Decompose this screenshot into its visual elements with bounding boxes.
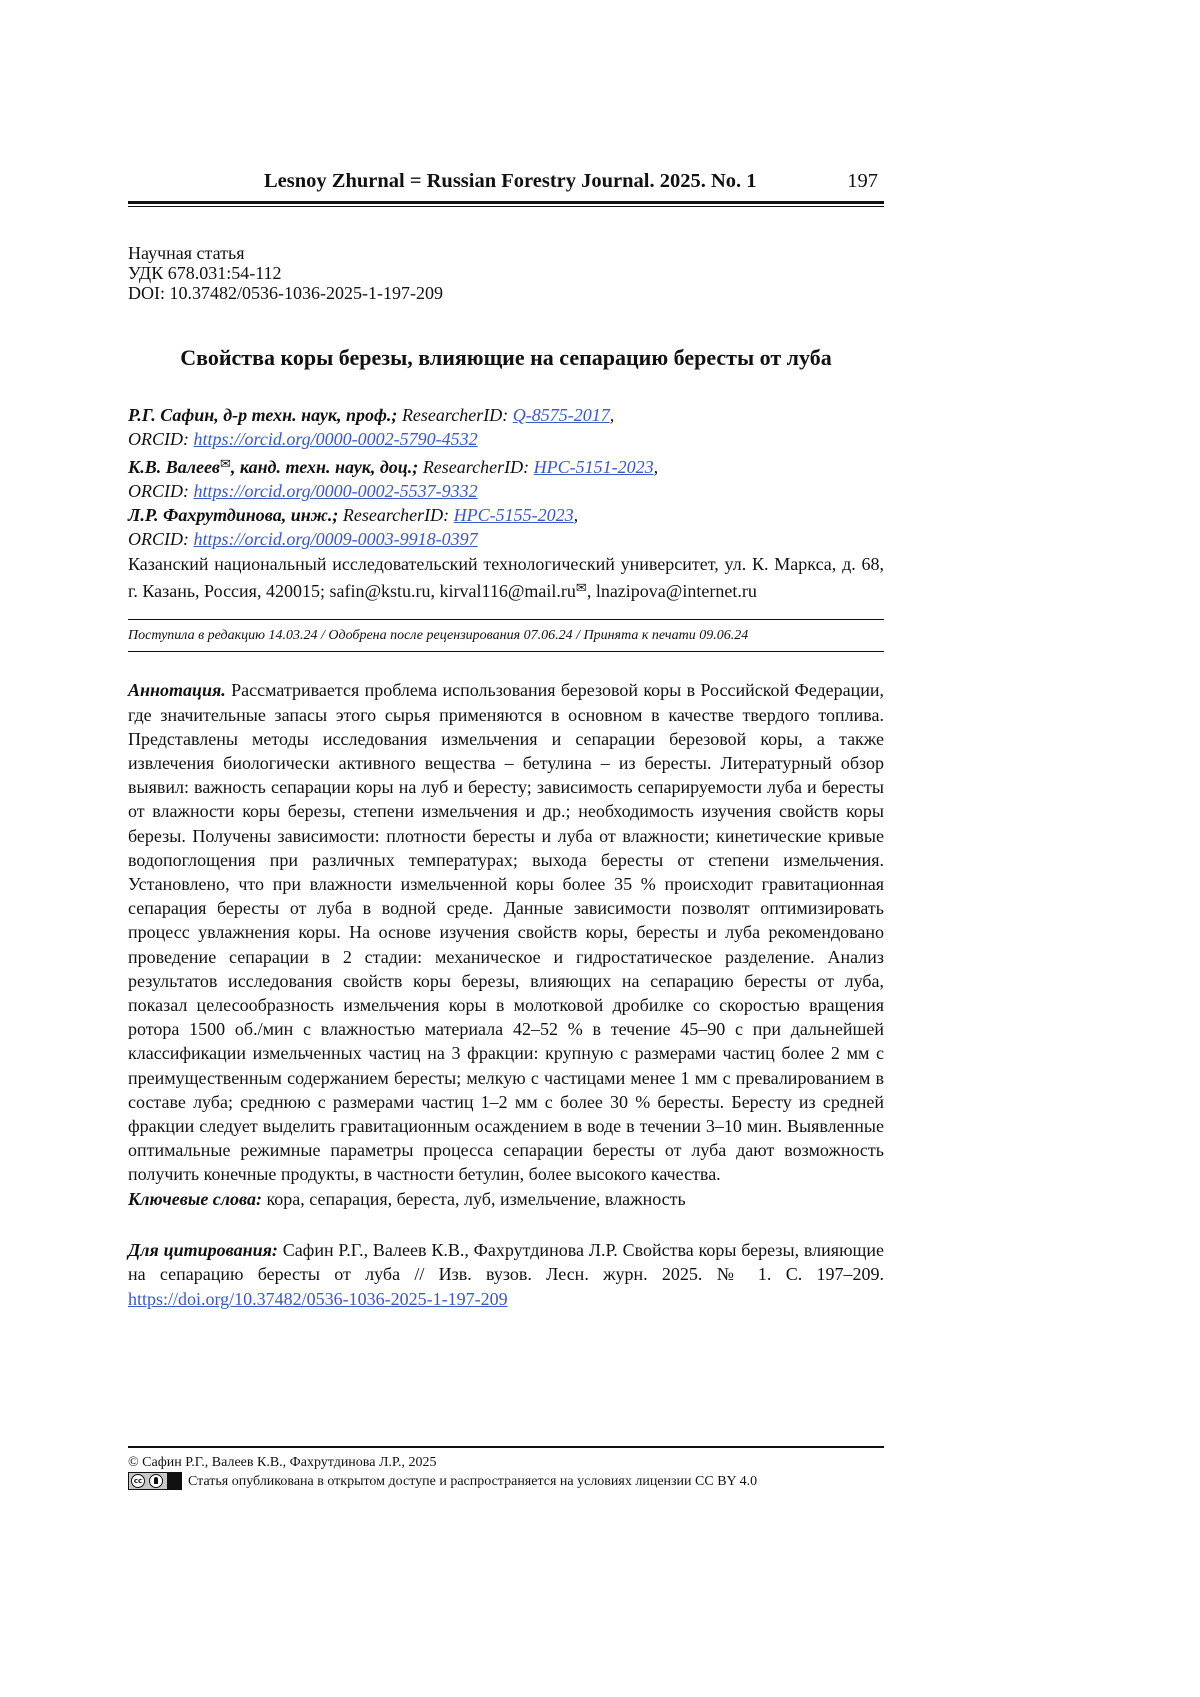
orcid-link[interactable]: https://orcid.org/0000-0002-5537-9332	[193, 480, 478, 501]
author-entry: Р.Г. Сафин, д-р техн. наук, проф.; ResearcherID: Q-8575-2017,	[128, 405, 615, 425]
orcid-entry	[128, 527, 884, 551]
citation	[128, 1238, 884, 1312]
keywords-label: Ключевые слова:	[128, 1188, 262, 1209]
author-degree: , канд. техн. наук, доц.;	[230, 456, 419, 477]
keywords	[128, 1187, 884, 1211]
page-number: 197	[847, 170, 878, 192]
citation-text: Сафин Р.Г., Валеев К.В., Фахрутдинова Л.Р. Свойства коры березы, влияющие на сепарацию бересты от луба // Изв. вузов. Лесн. журн. 2025. № 1. С. 197–209.	[128, 1239, 885, 1285]
journal-title: Lesnoy Zhurnal = Russian Forestry Journal. 2025. No. 1	[264, 170, 757, 192]
researcherid-link[interactable]: HPC-5151-2023	[533, 456, 654, 477]
license-line	[128, 1472, 884, 1491]
author-entry: К.В. Валеев✉, канд. техн. наук, доц.; ResearcherID: HPC-5151-2023,	[128, 455, 659, 477]
orcid-label: ORCID:	[128, 529, 194, 550]
mail-icon: ✉	[219, 455, 231, 471]
researcherid-link[interactable]: HPC-5155-2023	[453, 505, 574, 526]
cc-by-icon[interactable]: cc	[128, 1472, 182, 1490]
citation-label: Для цитирования:	[128, 1239, 278, 1260]
author-name: К.В. Валеев	[128, 456, 220, 477]
running-header	[128, 170, 884, 201]
author-degree: , д-р техн. наук, проф.;	[214, 405, 398, 425]
researcherid-label: ResearcherID:	[338, 505, 454, 526]
keywords-text: кора, сепарация, береста, луб, измельчение, влажность	[266, 1188, 686, 1209]
citation-doi-link[interactable]: https://doi.org/10.37482/0536-1036-2025-1-197-209	[128, 1288, 508, 1309]
copyright: © Сафин Р.Г., Валеев К.В., Фахрутдинова Л.Р., 2025	[128, 1454, 437, 1470]
doi: DOI: 10.37482/0536-1036-2025-1-197-209	[128, 283, 443, 303]
orcid-entry	[128, 479, 884, 503]
page-body	[128, 170, 884, 1311]
researcherid-link[interactable]: Q-8575-2017	[512, 405, 610, 425]
orcid-link[interactable]: https://orcid.org/0009-0003-9918-0397	[193, 529, 478, 550]
article-type: Научная статья	[128, 243, 245, 263]
header-rule-thick	[128, 201, 884, 204]
abstract-text: Рассматривается проблема использования березовой коры в Российской Федерации, где значительные запасы этого сырья применяются в основном в качестве твердого топлива. Представлены методы исследования измельчения и сепарации березовой коры, а также извлечения биологически активного вещества – бетулина – из бересты. Литературный обзор выявил: важность сепарации коры на луб и бересту; зависимость сепарируемости луба и бересты от влажности коры березы, степени измельчения и др.; необходимость изучения свойств коры березы. Получены зависимости: плотности бересты и луба от влажности; кинетические кривые водопоглощения при различных температурах; выхода бересты от степени измельчения. Установлено, что при влажности измельченной коры более 35 % происходит гравитационная сепарация бересты от луба в водной среде. Данные зависимости позволят оптимизировать процесс увлажнения коры. На основе изучения свойств коры, бересты и луба рекомендовано проведение сепарации в 2 стадии: механическое и гидростатическое разделение. Анализ результатов исследования свойств коры березы, влияющих на сепарацию бересты от луба, показал целесообразность измельчения коры в молотковой дробилке со скоростью вращения ротора 1500 об./мин с влажностью материала 42–52 % в течение 45–90 с при дальнейшей классификации измельченных частиц на 3 фракции: крупную с размерами частиц более 2 мм с преимущественным содержанием бересты; мелкую с частицами менее 1 мм с превалированием в составе луба; среднюю с размерами частиц 1–2 мм с более 30 % бересты. Бересту из средней фракции следует выделить гравитационным осаждением в воде в течении 3–10 мин. Выявленные оптимальные режимные параметры процесса сепарации бересты от луба дают возможность получить конечные продукты, в частности бетулин, более высокого качества.	[128, 680, 885, 1185]
header-rule-thin	[128, 206, 884, 207]
researcherid-label: ResearcherID:	[397, 405, 513, 425]
orcid-label: ORCID:	[128, 429, 194, 450]
affiliation-text: Казанский национальный исследовательский технологический университет, ул. К. Маркса, д. 68, г. Казань, Россия, 420015; safin@kstu.ru, kirval116@mail.ru	[128, 553, 884, 602]
license-text: Статья опубликована в открытом доступе и распространяется на условиях лицензии CC BY 4.0	[188, 1473, 758, 1489]
udk-code: УДК 678.031:54-112	[128, 263, 282, 283]
page-footer	[128, 1446, 884, 1491]
author-block	[128, 403, 884, 603]
orcid-label: ORCID:	[128, 480, 194, 501]
article-title: Свойства коры березы, влияющие на сепарацию бересты от луба	[180, 345, 832, 370]
author-name: Р.Г. Сафин	[128, 405, 215, 425]
author-entry: Л.Р. Фахрутдинова, инж.; ResearcherID: HPC-5155-2023,	[128, 505, 579, 526]
submission-dates: Поступила в редакцию 14.03.24 / Одобрена после рецензирования 07.06.24 / Принята к печати 09.06.24	[128, 619, 884, 652]
author-degree: , инж.;	[281, 505, 339, 526]
abstract-label: Аннотация.	[128, 680, 226, 701]
author-name: Л.Р. Фахрутдинова	[128, 505, 282, 526]
footer-rule	[128, 1446, 884, 1448]
abstract	[128, 678, 884, 1186]
mail-icon: ✉	[575, 580, 587, 596]
affiliation-tail: , lnazipova@internet.ru	[586, 581, 757, 602]
article-meta	[128, 243, 884, 303]
affiliation	[128, 552, 884, 604]
orcid-link[interactable]: https://orcid.org/0000-0002-5790-4532	[193, 429, 478, 450]
researcherid-label: ResearcherID:	[418, 456, 534, 477]
orcid-entry	[128, 427, 884, 451]
